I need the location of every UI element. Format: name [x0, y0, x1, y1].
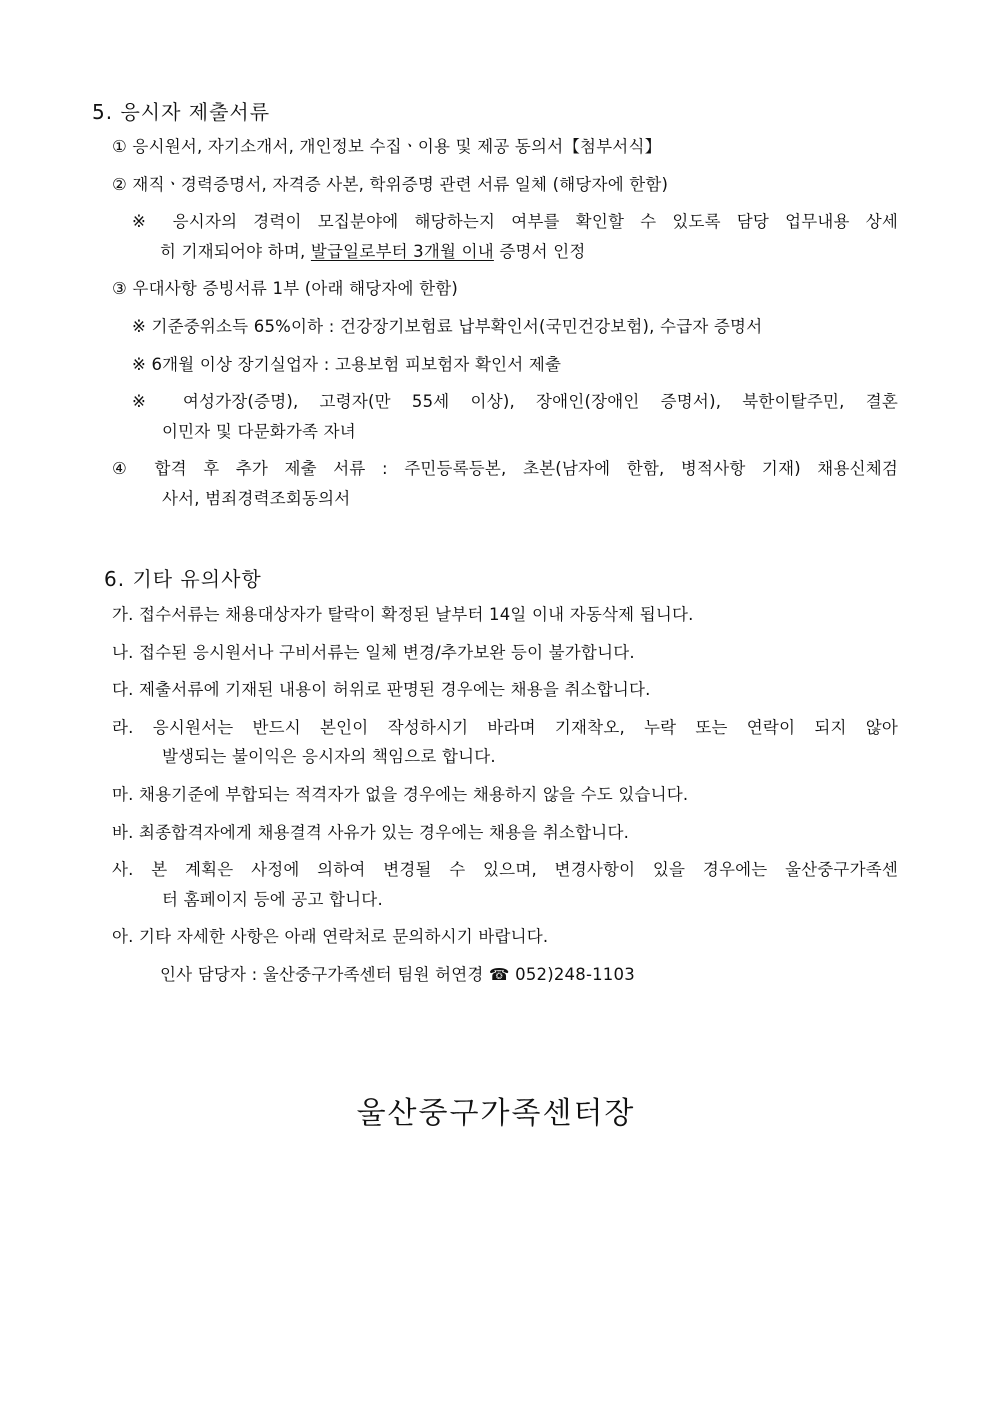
section-5-item-1: ① 응시원서, 자기소개서, 개인정보 수집ㆍ이용 및 제공 동의서【첨부서식】	[112, 137, 662, 156]
section-5-item-4-line-2: 사서, 범죄경력조회동의서	[162, 489, 351, 508]
section-6-item-sa-line-2: 터 홈페이지 등에 공고 합니다.	[162, 890, 383, 909]
section-5-item-2-note-line-2	[160, 237, 585, 267]
section-5-item-3-note-1: ※ 기준중위소득 65%이하 : 건강장기보험료 납부확인서(국민건강보험), 수급자 증명서	[132, 317, 763, 336]
section-6-item-ra-line-1: 라. 응시원서는 반드시 본인이 작성하시기 바라며 기재착오, 누락 또는 연락이 되지 않아	[112, 718, 898, 737]
section-5-item-4-line-1: ④ 합격 후 추가 제출 서류 : 주민등록등본, 초본(남자에 한함, 병적사항 기재) 채용신체검	[112, 459, 898, 478]
section-6-item-ra-line-2: 발생되는 불이익은 응시자의 책임으로 합니다.	[162, 747, 496, 766]
section-6-item-da: 다. 제출서류에 기재된 내용이 허위로 판명된 경우에는 채용을 취소합니다.	[112, 680, 651, 699]
section-5-item-3-note-2: ※ 6개월 이상 장기실업자 : 고용보험 피보험자 확인서 제출	[132, 355, 562, 374]
note-text-end: 증명서 인정	[493, 242, 586, 261]
section-5-item-3-note-3-line-2: 이민자 및 다문화가족 자녀	[162, 422, 356, 441]
section-5-item-3-note-3-line-1: ※ 여성가장(증명), 고령자(만 55세 이상), 장애인(장애인 증명서), 북한이탈주민, 결혼	[132, 392, 898, 411]
section-6-item-ba: 바. 최종합격자에게 채용결격 사유가 있는 경우에는 채용을 취소합니다.	[112, 823, 630, 842]
section-6-item-ma: 마. 채용기준에 부합되는 적격자가 없을 경우에는 채용하지 않을 수도 있습니다.	[112, 785, 689, 804]
section-5-item-2-note-line-1: ※ 응시자의 경력이 모집분야에 해당하는지 여부를 확인할 수 있도록 담당 업무내용 상세	[132, 212, 898, 231]
section-5-item-2: ② 재직ㆍ경력증명서, 자격증 사본, 학위증명 관련 서류 일체 (해당자에 한함)	[112, 175, 669, 194]
section-5-title: 5. 응시자 제출서류	[92, 100, 271, 124]
section-6-title: 6. 기타 유의사항	[104, 567, 262, 591]
section-6-item-a: 아. 기타 자세한 사항은 아래 연락처로 문의하시기 바랍니다.	[112, 927, 549, 946]
note-text: 히 기재되어야 하며,	[160, 242, 311, 261]
section-5-item-3: ③ 우대사항 증빙서류 1부 (아래 해당자에 한함)	[112, 279, 458, 298]
signature-title: 울산중구가족센터장	[356, 1096, 636, 1131]
note-underlined-text: 발급일로부터 3개월 이내	[310, 242, 494, 261]
section-6-item-sa-line-1: 사. 본 계획은 사정에 의하여 변경될 수 있으며, 변경사항이 있을 경우에는 울산중구가족센	[112, 860, 898, 879]
section-6-item-ga: 가. 접수서류는 채용대상자가 탈락이 확정된 날부터 14일 이내 자동삭제 됩니다.	[112, 605, 694, 624]
contact-line: 인사 담당자 : 울산중구가족센터 팀원 허연경 ☎ 052)248-1103	[160, 965, 635, 984]
section-6-item-na: 나. 접수된 응시원서나 구비서류는 일체 변경/추가보완 등이 불가합니다.	[112, 643, 635, 662]
